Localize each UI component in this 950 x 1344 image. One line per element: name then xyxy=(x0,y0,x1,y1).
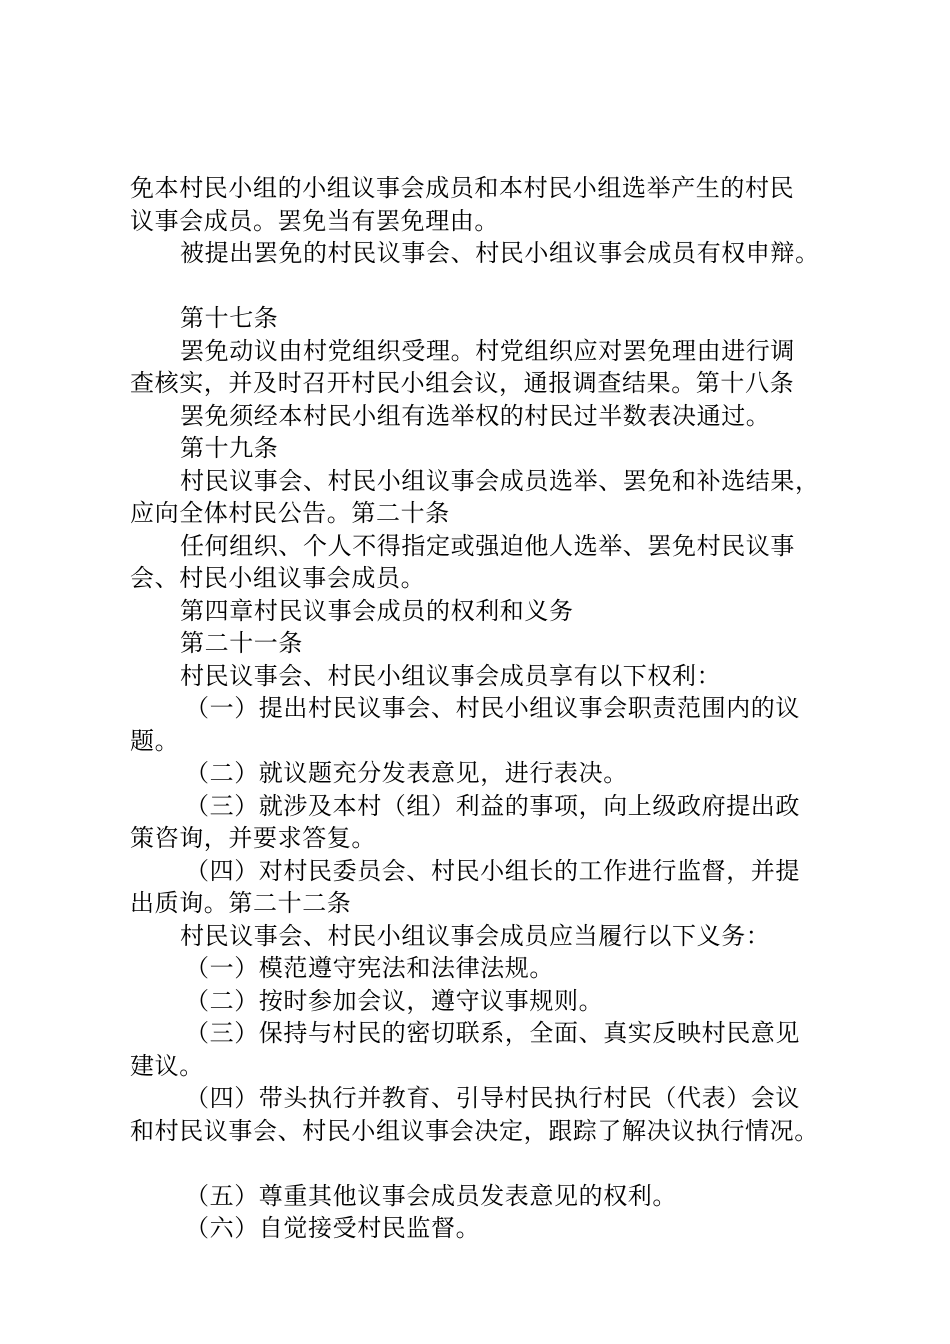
list-item: （四）对村民委员会、村民小组长的工作进行监督，并提 xyxy=(185,856,800,885)
list-item: （四）带头执行并教育、引导村民执行村民（代表）会议 xyxy=(185,1084,800,1112)
text-line: 建议。 xyxy=(130,1051,204,1080)
text-line: 策咨询，并要求答复。 xyxy=(130,824,376,852)
list-item: （三）保持与村民的密切联系，全面、真实反映村民意见 xyxy=(185,1019,800,1047)
text-line: 出质询。第二十二条 xyxy=(130,889,352,917)
text-line: 村民议事会、村民小组议事会成员享有以下权利： xyxy=(180,661,722,690)
text-line: 被提出罢免的村民议事会、村民小组议事会成员有权申辩。 xyxy=(180,239,820,267)
document-body xyxy=(130,172,830,1245)
text-line: 应向全体村民公告。第二十条 xyxy=(130,499,450,527)
list-item: （一）提出村民议事会、村民小组议事会职责范围内的议 xyxy=(185,694,800,722)
list-item: （三）就涉及本村（组）利益的事项，向上级政府提出政 xyxy=(185,791,800,820)
text-line: 免本村民小组的小组议事会成员和本村民小组选举产生的村民 xyxy=(130,174,795,202)
text-line: 任何组织、个人不得指定或强迫他人选举、罢免村民议事 xyxy=(180,531,795,560)
article-heading: 第二十一条 xyxy=(180,629,303,657)
text-line: 罢免动议由村党组织受理。村党组织应对罢免理由进行调 xyxy=(180,336,795,365)
text-line: 查核实，并及时召开村民小组会议，通报调查结果。第十八条 xyxy=(130,369,795,397)
text-line: 罢免须经本村民小组有选举权的村民过半数表决通过。 xyxy=(180,401,771,430)
article-heading: 第十九条 xyxy=(180,434,279,462)
article-heading: 第十七条 xyxy=(180,304,279,332)
list-item: （五）尊重其他议事会成员发表意见的权利。 xyxy=(185,1181,677,1210)
text-line: 村民议事会、村民小组议事会成员选举、罢免和补选结果， xyxy=(180,466,820,495)
list-item: （一）模范遵守宪法和法律法规。 xyxy=(185,954,554,982)
text-line: 议事会成员。罢免当有罢免理由。 xyxy=(130,206,499,235)
blank-line xyxy=(130,270,830,303)
chapter-heading: 第四章村民议事会成员的权利和义务 xyxy=(180,596,574,625)
text-line: 村民议事会、村民小组议事会成员应当履行以下义务： xyxy=(180,921,771,950)
list-item: （二）就议题充分发表意见，进行表决。 xyxy=(185,759,628,787)
text-line: 和村民议事会、村民小组议事会决定，跟踪了解决议执行情况。 xyxy=(130,1116,819,1145)
text-line: 题。 xyxy=(130,726,180,755)
list-item: （六）自觉接受村民监督。 xyxy=(185,1214,481,1242)
blank-line xyxy=(130,1147,830,1180)
text-line: 会、村民小组议事会成员。 xyxy=(130,564,426,592)
list-item: （二）按时参加会议，遵守议事规则。 xyxy=(185,986,604,1015)
